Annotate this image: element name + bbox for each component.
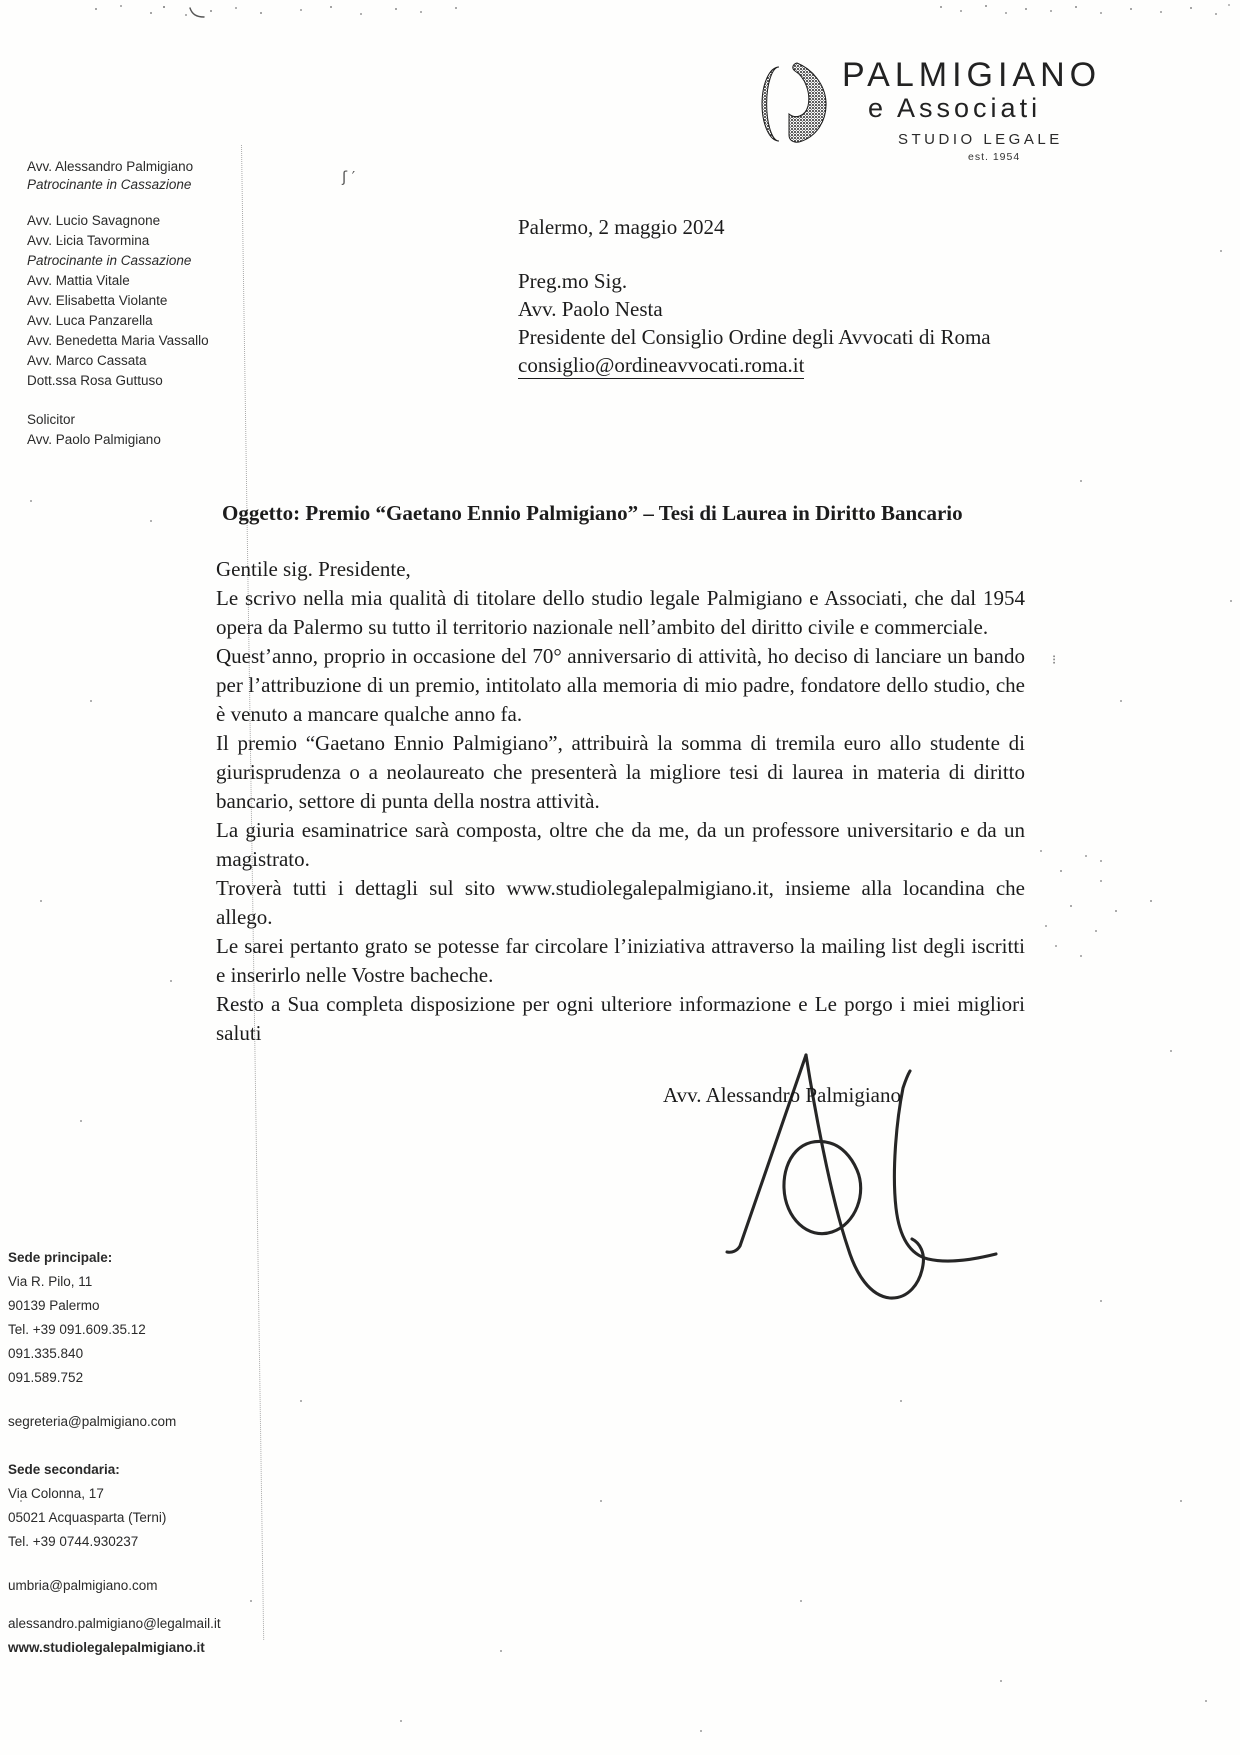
secondary-office-city: 05021 Acquasparta (Terni) [8, 1510, 167, 1525]
secondary-office-address: Via Colonna, 17 [8, 1486, 104, 1501]
main-office-address: Via R. Pilo, 11 [8, 1274, 93, 1289]
firm-logo-mark-icon [752, 62, 834, 146]
firm-subtitle: STUDIO LEGALE [898, 131, 1063, 148]
attorney-qualification: Patrocinante in Cassazione [27, 253, 192, 268]
firm-name: PALMIGIANO [842, 56, 1102, 94]
scan-artifact-hook [186, 6, 208, 22]
signature-name: Avv. Alessandro Palmigiano [663, 1083, 901, 1107]
main-office-email: segreteria@palmigiano.com [8, 1414, 177, 1429]
attorney-name: Avv. Elisabetta Violante [27, 293, 168, 308]
recipient-block [518, 267, 991, 379]
main-office-phone: 091.335.840 [8, 1346, 84, 1361]
principal-name: Avv. Alessandro Palmigiano [27, 159, 194, 174]
main-office-city: 90139 Palermo [8, 1298, 100, 1313]
subject-line: Oggetto: Premio “Gaetano Ennio Palmigiano” – Tesi di Laurea in Diritto Bancario [222, 501, 963, 525]
body-paragraph: Il premio “Gaetano Ennio Palmigiano”, attribuirà la somma di tremila euro allo studente di giurisprudenza o a neolaureato che presenterà la migliore tesi di laurea in materia di diritto bancario, settore di punta della nostra attività. [216, 731, 1025, 813]
secondary-office-email: umbria@palmigiano.com [8, 1578, 158, 1593]
main-office-phone: 091.589.752 [8, 1370, 84, 1385]
recipient-line: Preg.mo Sig. [518, 269, 628, 293]
letter-body [216, 555, 1025, 1048]
logo-crescent-right [789, 63, 826, 142]
attorney-name: Avv. Lucio Savagnone [27, 213, 161, 228]
scan-artifact-dots: ⁝ [1052, 652, 1058, 667]
handwritten-signature [680, 1043, 1030, 1308]
website-url: www.studiolegalepalmigiano.it [8, 1640, 205, 1655]
solicitor-label: Solicitor [27, 412, 76, 427]
recipient-email: consiglio@ordineavvocati.roma.it [518, 353, 805, 377]
body-paragraph: Le scrivo nella mia qualità di titolare dello studio legale Palmigiano e Associati, che dal 1954 opera da Palermo su tutto il territorio nazionale nell’ambito del diritto civile e commerciale. [216, 586, 1025, 639]
letterhead-attorney-list [27, 158, 212, 450]
attorney-name: Avv. Licia Tavormina [27, 233, 150, 248]
principal-qualification: Patrocinante in Cassazione [27, 177, 192, 192]
attorney-name: Avv. Benedetta Maria Vassallo [27, 333, 209, 348]
pec-email: alessandro.palmigiano@legalmail.it [8, 1616, 221, 1631]
body-paragraph: La giuria esaminatrice sarà composta, oltre che da me, da un professore universitario e da un magistrato. [216, 818, 1025, 871]
attorney-name: Dott.ssa Rosa Guttuso [27, 373, 163, 388]
scan-noise-body [0, 0, 2, 2]
body-paragraph: Le sarei pertanto grato se potesse far circolare l’iniziativa attraverso la mailing list degli iscritti e inserirlo nelle Vostre bacheche. [216, 934, 1025, 987]
dateline: Palermo, 2 maggio 2024 [518, 215, 725, 239]
firm-name-line2: e Associati [868, 93, 1042, 123]
solicitor-name: Avv. Paolo Palmigiano [27, 432, 161, 447]
main-office-phone: Tel. +39 091.609.35.12 [8, 1322, 146, 1337]
secondary-office-label: Sede secondaria: [8, 1462, 120, 1477]
secondary-office-phone: Tel. +39 0744.930237 [8, 1534, 139, 1549]
footer-contact-block [8, 1246, 221, 1660]
firm-logo [752, 56, 1132, 163]
body-paragraph: Troverà tutti i dettagli sul sito www.studiolegalepalmigiano.it, insieme alla locandina che allego. [216, 876, 1025, 929]
logo-crescent-left [762, 67, 779, 141]
closing-paragraph: Resto a Sua completa disposizione per ogni ulteriore informazione e Le porgo i miei migliori saluti [216, 992, 1025, 1045]
firm-established: est. 1954 [968, 151, 1021, 163]
recipient-line: Presidente del Consiglio Ordine degli Avvocati di Roma [518, 325, 991, 349]
main-office-label: Sede principale: [8, 1250, 113, 1265]
attorney-name: Avv. Luca Panzarella [27, 313, 153, 328]
recipient-line: Avv. Paolo Nesta [518, 297, 663, 321]
attorney-name: Avv. Mattia Vitale [27, 273, 130, 288]
attorney-name: Avv. Marco Cassata [27, 353, 147, 368]
salutation: Gentile sig. Presidente, [216, 557, 411, 581]
body-paragraph: Quest’anno, proprio in occasione del 70° anniversario di attività, ho deciso di lanciare un bando per l’attribuzione di un premio, intitolato alla memoria di mio padre, fondatore dello studio, che è venuto a mancare qualche anno fa. [216, 644, 1025, 726]
scan-artifact-tick: ʃ ′ [342, 168, 356, 186]
